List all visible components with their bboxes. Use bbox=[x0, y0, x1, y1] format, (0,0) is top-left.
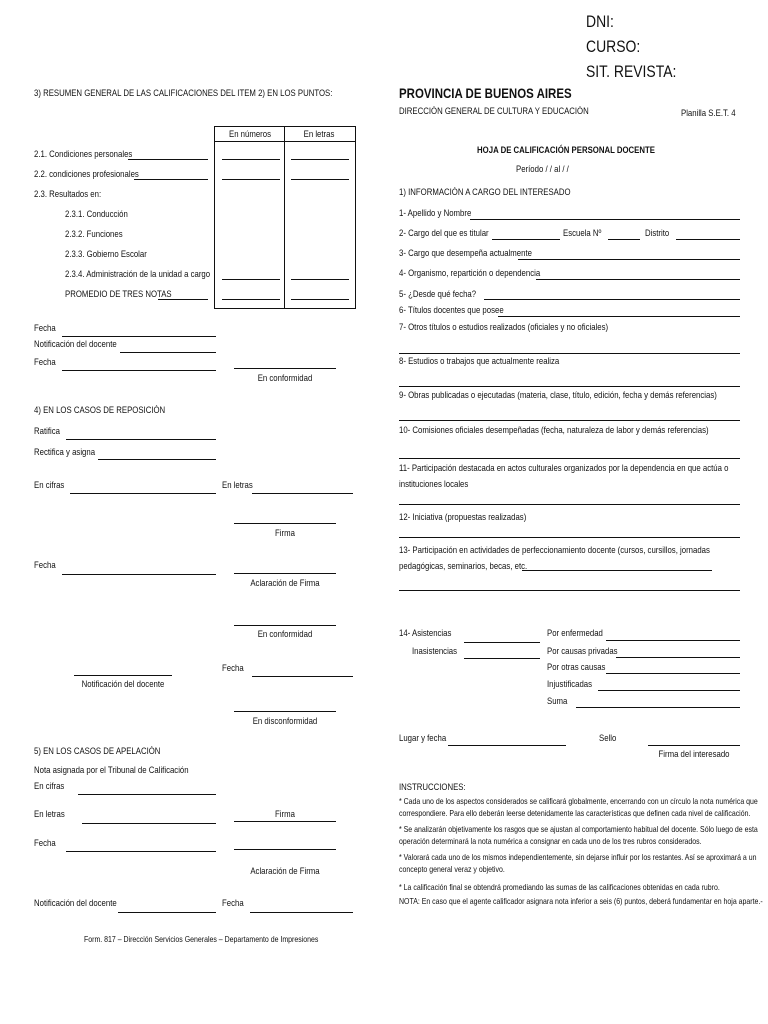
grades-table bbox=[214, 126, 356, 309]
inasistencias-label: Inasistencias bbox=[412, 646, 458, 657]
instr-2a: * Se analizarán objetivamente los rasgos que se ajustan al comportamiento habitual del docente. Sólo luego de esta bbox=[399, 824, 758, 834]
personales-num[interactable] bbox=[222, 159, 280, 160]
iniciativa-field[interactable] bbox=[399, 537, 740, 538]
item-5: 5- ¿Desde qué fecha? bbox=[399, 289, 477, 300]
comisiones-field[interactable] bbox=[399, 458, 740, 459]
letras-label-1: En letras bbox=[222, 480, 253, 491]
lugar-fecha-label: Lugar y fecha bbox=[399, 733, 447, 744]
aclaracion-line-2[interactable] bbox=[234, 849, 336, 850]
cifras-field-2[interactable] bbox=[78, 794, 216, 795]
col-letters: En letras bbox=[303, 129, 335, 140]
item-7: 7- Otros títulos o estudios realizados (oficiales y no oficiales) bbox=[399, 322, 609, 333]
cargo-titular-field[interactable] bbox=[492, 239, 560, 240]
privadas-field[interactable] bbox=[616, 657, 740, 658]
admin-let[interactable] bbox=[291, 279, 349, 280]
firma-interesado-label: Firma del interesado bbox=[658, 749, 730, 760]
fecha-desde-field[interactable] bbox=[484, 299, 740, 300]
notif-label-3: Notificación del docente bbox=[34, 898, 117, 909]
periodo-label: Período / / al / / bbox=[516, 164, 569, 175]
conformidad-sign-1[interactable] bbox=[234, 368, 336, 369]
item-9: 9- Obras publicadas o ejecutadas (materia, clase, título, edición, fecha y demás referencias) bbox=[399, 390, 717, 401]
sit-revista-label: SIT. REVISTA: bbox=[586, 62, 677, 81]
instr-3a: * Valorará cada uno de los mismos independientemente, sin dejarse influir por los restantes. Así se aproximará a un bbox=[399, 852, 757, 862]
notif-line-2[interactable] bbox=[74, 675, 172, 676]
cifras-label-2: En cifras bbox=[34, 781, 65, 792]
notif-field-1[interactable] bbox=[120, 352, 216, 353]
item-14: 14- Asistencias bbox=[399, 628, 452, 639]
fecha-field-3[interactable] bbox=[62, 574, 216, 575]
admin-num[interactable] bbox=[222, 279, 280, 280]
fecha-label-3: Fecha bbox=[34, 560, 56, 571]
instr-2b: operación determinará la nota numérica a consignar en cada uno de los tres rubros considerados. bbox=[399, 836, 702, 846]
cargo-actual-field[interactable] bbox=[518, 259, 740, 260]
row-administracion: 2.3.4. Administración de la unidad a cargo bbox=[65, 269, 211, 280]
fecha-field-6[interactable] bbox=[250, 912, 353, 913]
item-8: 8- Estudios o trabajos que actualmente realiza bbox=[399, 356, 560, 367]
estudios-field[interactable] bbox=[399, 386, 740, 387]
titulos-field[interactable] bbox=[498, 316, 740, 317]
lugar-fecha-field[interactable] bbox=[448, 745, 566, 746]
direccion-title: DIRECCIÓN GENERAL DE CULTURA Y EDUCACIÓN bbox=[399, 106, 589, 117]
item-13a: 13- Participación en actividades de perfeccionamiento docente (cursos, cursillos, jornadas bbox=[399, 545, 710, 556]
conformidad-label-1: En conformidad bbox=[257, 373, 313, 384]
promedio-let[interactable] bbox=[291, 299, 349, 300]
item-3: 3- Cargo que desempeña actualmente bbox=[399, 248, 532, 259]
conformidad-label-2: En conformidad bbox=[257, 629, 313, 640]
item-12: 12- Iniciativa (propuestas realizadas) bbox=[399, 512, 527, 523]
notif-label-1: Notificación del docente bbox=[34, 339, 117, 350]
fecha-label-2: Fecha bbox=[34, 357, 56, 368]
section-3-title: 3) RESUMEN GENERAL DE LAS CALIFICACIONES DEL ITEM 2) EN LOS PUNTOS: bbox=[34, 88, 333, 99]
aclaracion-line-1[interactable] bbox=[234, 573, 336, 574]
row-gobierno: 2.3.3. Gobierno Escolar bbox=[65, 249, 147, 260]
item-11b: instituciones locales bbox=[399, 479, 469, 490]
curso-label: CURSO: bbox=[586, 37, 641, 56]
promedio-num[interactable] bbox=[222, 299, 280, 300]
personales-let[interactable] bbox=[291, 159, 349, 160]
otros-titulos-field[interactable] bbox=[399, 353, 740, 354]
instrucciones-title: INSTRUCCIONES: bbox=[399, 782, 466, 793]
planilla-label: Planilla S.E.T. 4 bbox=[681, 108, 736, 119]
dni-label: DNI: bbox=[586, 12, 614, 31]
perfeccionamiento-field-2[interactable] bbox=[399, 590, 740, 591]
firma-line-1[interactable] bbox=[234, 523, 336, 524]
letras-field-1[interactable] bbox=[252, 493, 353, 494]
firma-interesado-line[interactable] bbox=[648, 745, 740, 746]
distrito-field[interactable] bbox=[676, 239, 740, 240]
organismo-field[interactable] bbox=[536, 279, 740, 280]
escuela-field[interactable] bbox=[608, 239, 640, 240]
row-conduccion: 2.3.1. Conducción bbox=[65, 209, 128, 220]
item-10: 10- Comisiones oficiales desempeñadas (fecha, naturaleza de labor y demás referencias) bbox=[399, 425, 709, 436]
fecha-label-5: Fecha bbox=[34, 838, 56, 849]
instr-3b: concepto general veraz y objetivo. bbox=[399, 864, 505, 874]
profesionales-field[interactable] bbox=[134, 179, 208, 180]
sello-label: Sello bbox=[599, 733, 617, 744]
instr-4: * La calificación final se obtendrá promediando las sumas de las calificaciones obtenidas en cada rubro. bbox=[399, 882, 720, 892]
row-profesionales: 2.2. condiciones profesionales bbox=[34, 169, 139, 180]
letras-field-2[interactable] bbox=[82, 823, 216, 824]
otras-field[interactable] bbox=[606, 673, 740, 674]
fecha-label-6: Fecha bbox=[222, 898, 244, 909]
cifras-field-1[interactable] bbox=[70, 493, 216, 494]
fecha-field-5[interactable] bbox=[66, 851, 216, 852]
section-4-title: 4) EN LOS CASOS DE REPOSICIÓN bbox=[34, 405, 166, 416]
letras-label-2: En letras bbox=[34, 809, 65, 820]
notif-label-2: Notificación del docente bbox=[81, 679, 165, 690]
firma-line-2[interactable] bbox=[234, 821, 336, 822]
escuela-label: Escuela Nº bbox=[563, 228, 602, 239]
enfermedad-label: Por enfermedad bbox=[547, 628, 603, 639]
disconformidad-sign[interactable] bbox=[234, 711, 336, 712]
aclaracion-label-1: Aclaración de Firma bbox=[250, 578, 320, 589]
info-section-title: 1) INFORMACIÓN A CARGO DEL INTERESADO bbox=[399, 187, 571, 198]
injustificadas-field[interactable] bbox=[598, 690, 740, 691]
row-resultados: 2.3. Resultados en: bbox=[34, 189, 102, 200]
section-5-title: 5) EN LOS CASOS DE APELACIÓN bbox=[34, 746, 161, 757]
obras-field[interactable] bbox=[399, 420, 740, 421]
profesionales-let[interactable] bbox=[291, 179, 349, 180]
rectifica-field[interactable] bbox=[98, 459, 216, 460]
nota-final: NOTA: En caso que el agente calificador asignara nota inferior a seis (6) puntos, deberá fundamentar en hoja aparte.- bbox=[399, 896, 763, 906]
personales-field[interactable] bbox=[128, 159, 208, 160]
firma-label-2: Firma bbox=[275, 809, 295, 820]
apellido-field[interactable] bbox=[470, 219, 740, 220]
suma-field[interactable] bbox=[576, 707, 740, 708]
item-2: 2- Cargo del que es titular bbox=[399, 228, 489, 239]
asistencias-field[interactable] bbox=[464, 642, 540, 643]
distrito-label: Distrito bbox=[645, 228, 670, 239]
conformidad-sign-2[interactable] bbox=[234, 625, 336, 626]
inasistencias-field[interactable] bbox=[464, 658, 540, 659]
aclaracion-label-2: Aclaración de Firma bbox=[250, 866, 320, 877]
disconformidad-label: En disconformidad bbox=[252, 716, 318, 727]
row-promedio: PROMEDIO DE TRES NOTAS bbox=[65, 289, 172, 300]
instr-1a: * Cada uno de los aspectos considerados se calificará globalmente, encerrando con un círculo la nota numérica que bbox=[399, 796, 758, 806]
footer-form: Form. 817 – Dirección Servicios Generales – Departamento de Impresiones bbox=[84, 934, 319, 944]
ratifica-field[interactable] bbox=[66, 439, 216, 440]
profesionales-num[interactable] bbox=[222, 179, 280, 180]
row-personales: 2.1. Condiciones personales bbox=[34, 149, 133, 160]
enfermedad-field[interactable] bbox=[606, 640, 740, 641]
ratifica-label: Ratifica bbox=[34, 426, 60, 437]
participacion-field[interactable] bbox=[399, 504, 740, 505]
cifras-label-1: En cifras bbox=[34, 480, 65, 491]
suma-label: Suma bbox=[547, 696, 568, 707]
privadas-label: Por causas privadas bbox=[547, 646, 618, 657]
item-6: 6- Títulos docentes que posee bbox=[399, 305, 504, 316]
nota-tribunal-label: Nota asignada por el Tribunal de Calificación bbox=[34, 765, 189, 776]
item-11a: 11- Participación destacada en actos culturales organizados por la dependencia en que actúa o bbox=[399, 463, 729, 474]
item-13b: pedagógicas, seminarios, becas, etc. bbox=[399, 561, 528, 572]
firma-label-1: Firma bbox=[275, 528, 295, 539]
fecha-label-1: Fecha bbox=[34, 323, 56, 334]
hoja-title: HOJA DE CALIFICACIÓN PERSONAL DOCENTE bbox=[477, 145, 655, 156]
rectifica-label: Rectifica y asigna bbox=[34, 447, 96, 458]
item-4: 4- Organismo, repartición o dependencia bbox=[399, 268, 541, 279]
injustificadas-label: Injustificadas bbox=[547, 679, 593, 690]
fecha-field-1[interactable] bbox=[62, 336, 216, 337]
fecha-field-4[interactable] bbox=[252, 676, 353, 677]
col-numbers: En números bbox=[228, 129, 272, 140]
row-funciones: 2.3.2. Funciones bbox=[65, 229, 123, 240]
provincia-title: PROVINCIA DE BUENOS AIRES bbox=[399, 85, 572, 101]
perfeccionamiento-field[interactable] bbox=[522, 570, 712, 571]
otras-label: Por otras causas bbox=[547, 662, 606, 673]
notif-field-3[interactable] bbox=[118, 912, 216, 913]
item-1: 1- Apellido y Nombre bbox=[399, 208, 472, 219]
promedio-field[interactable] bbox=[158, 299, 208, 300]
fecha-field-2[interactable] bbox=[62, 370, 216, 371]
instr-1b: correspondiere. Para ello deberán leerse detenidamente las características que definen cada nivel de calificación. bbox=[399, 808, 751, 818]
fecha-label-4: Fecha bbox=[222, 663, 244, 674]
